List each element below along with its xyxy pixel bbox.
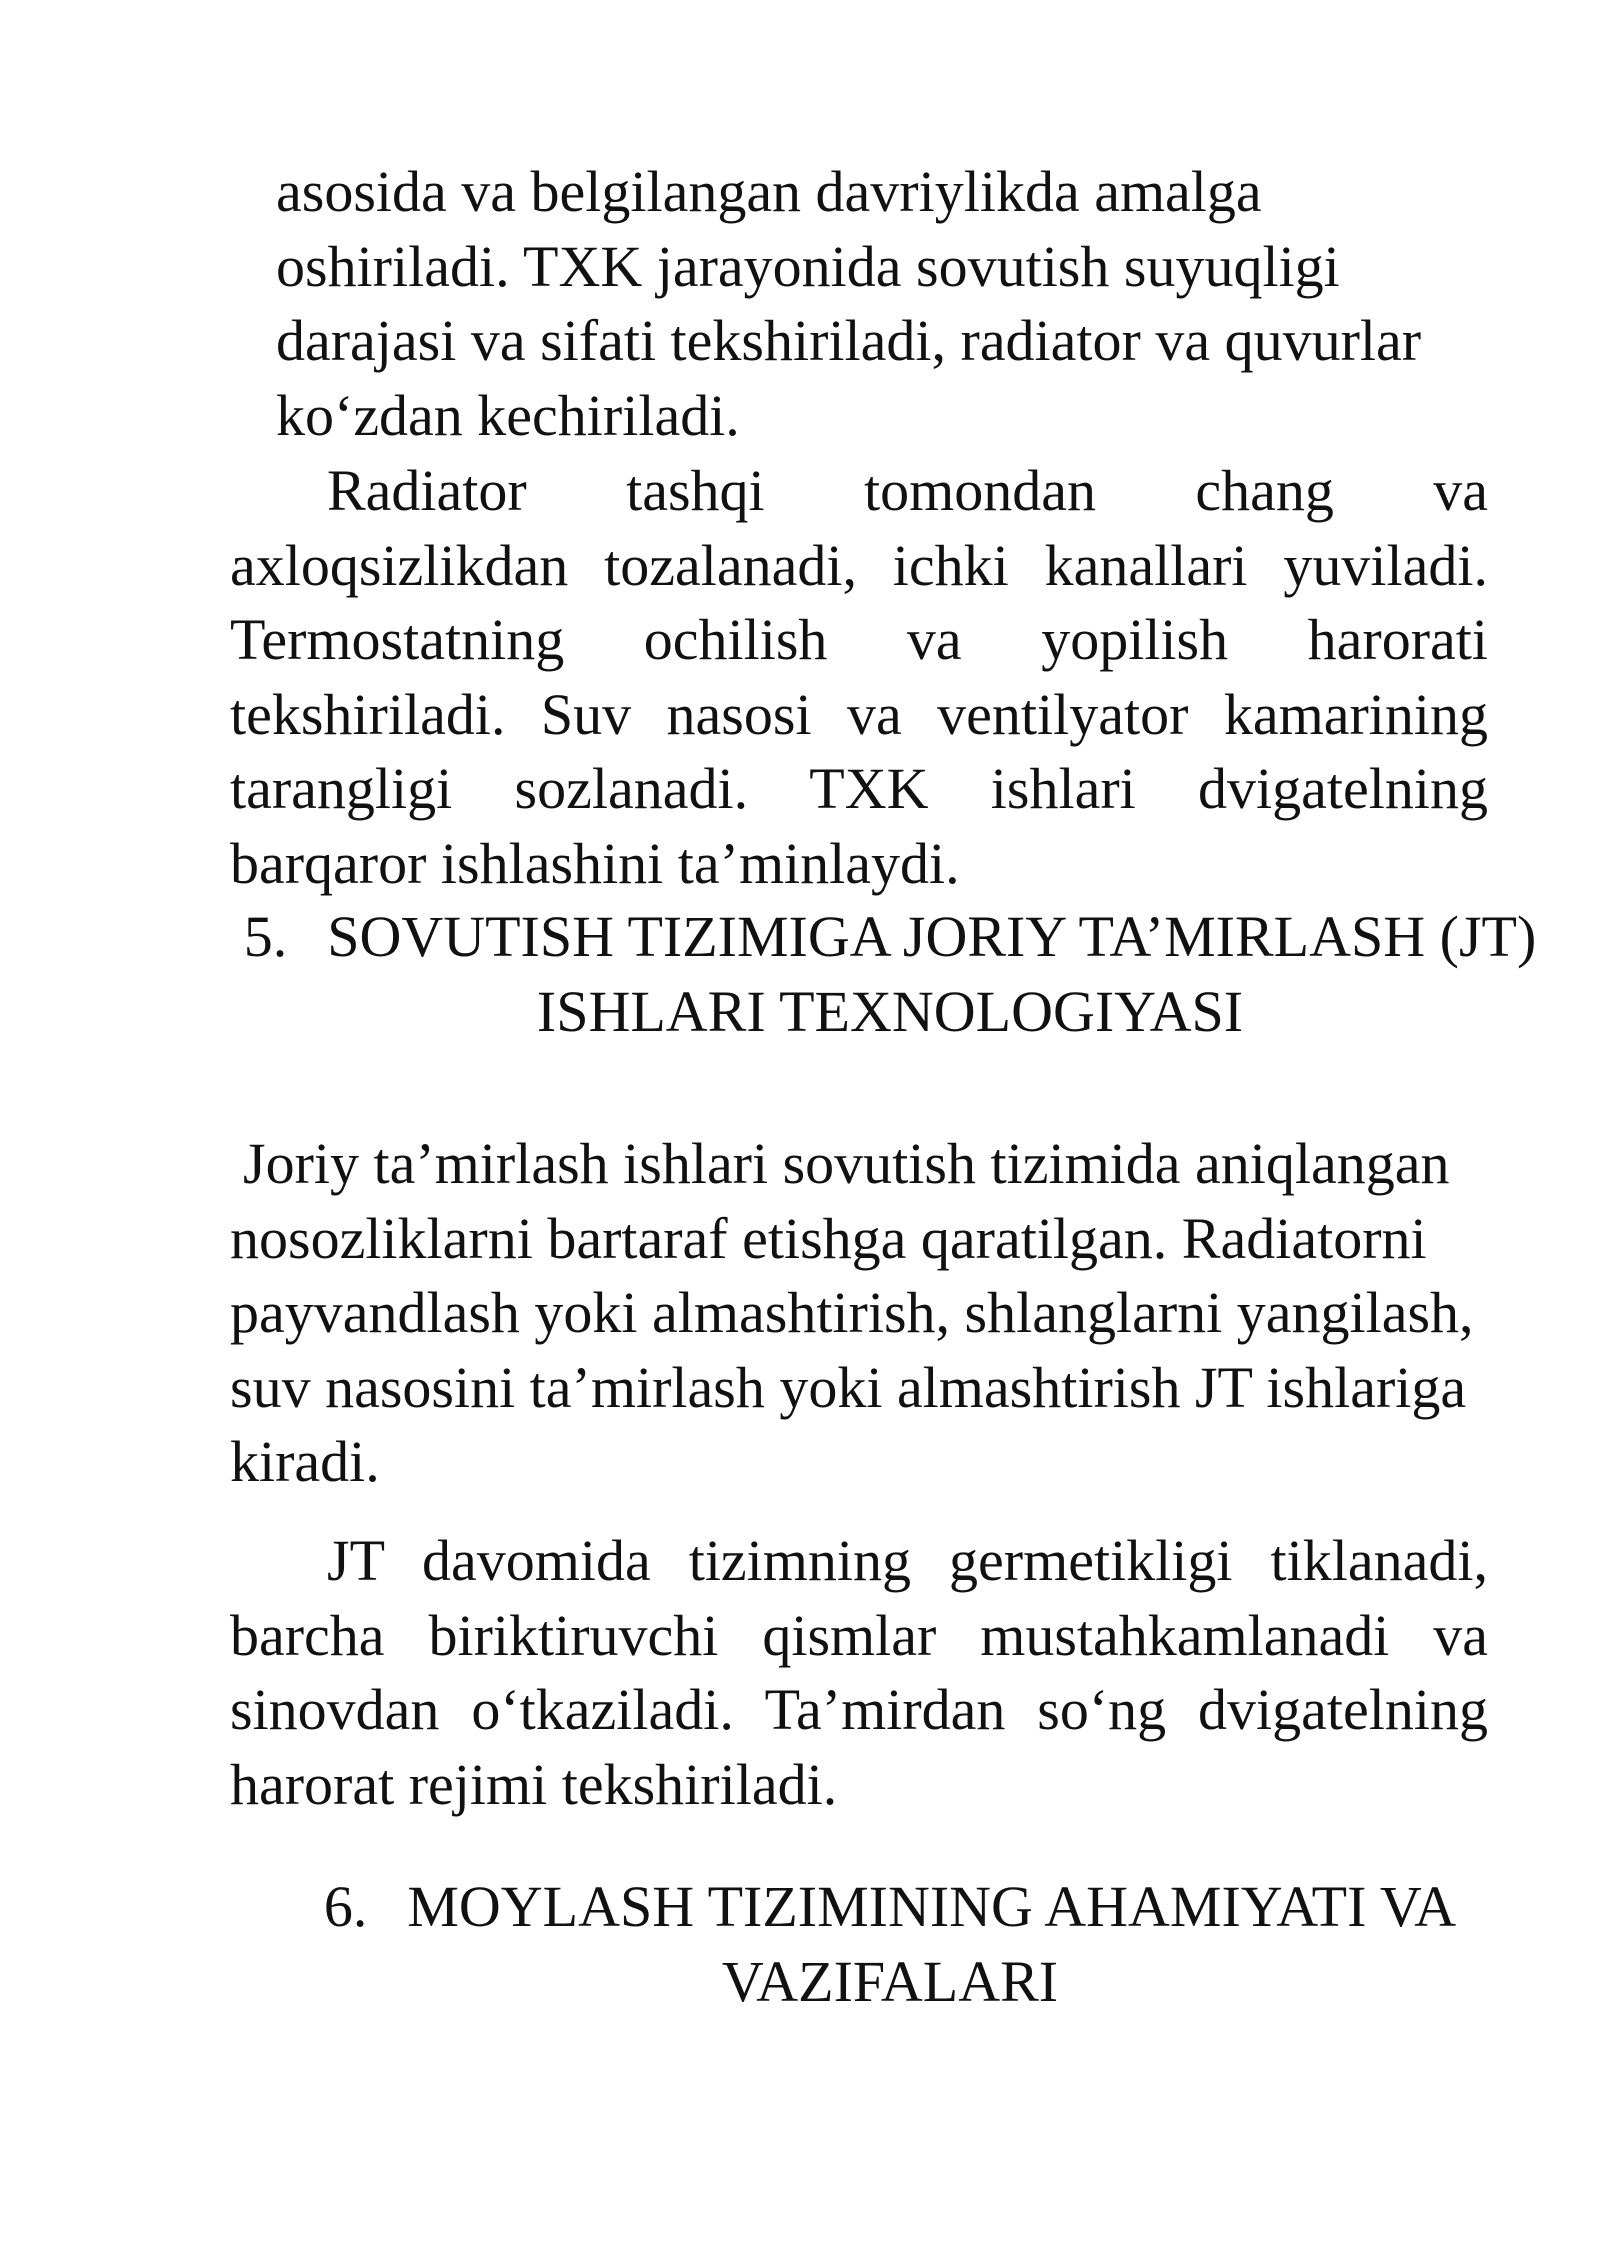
section-6-heading [230,1870,1550,2019]
section-6-title: MOYLASH TIZIMINING AHAMIYATI VA VAZIFALARI [407,1874,1457,2014]
paragraph-current-repair: Joriy ta’mirlash ishlari sovutish tizimida aniqlangan nosozliklarni bartaraf etishga qaratilgan. Radiatorni payvandlash yoki almashtirish, shlanglarni yangilash, suv nasosini ta’mirlash yoki almashtirish JT ishlariga kiradi. [230,1131,1474,1494]
paragraph-jt-sealing: JT davomida tizimning germetikligi tiklanadi, barcha biriktiruvchi qismlar mustahkamlanadi va sinovdan o‘tkaziladi. Ta’mirdan so‘ng dvigatelning harorat rejimi tekshiriladi. [230,1528,1488,1817]
section-6-number: 6. [323,1874,368,1939]
section-5-number: 5. [243,904,288,969]
section-5-title: SOVUTISH TIZIMIGA JORIY TA’MIRLASH (JT) ISHLARI TEXNOLOGIYASI [327,904,1537,1044]
paragraph-radiator-cleaning: Radiator tashqi tomondan chang va axloqsizlikdan tozalanadi, ichki kanallari yuviladi. Termostatning ochilish va yopilish harorati tekshiriladi. Suv nasosi va ventilyator kamarining tarangligi sozlanadi. TXK ishlari dvigatelning barqaror ishlashini ta’minlaydi. [230,458,1488,896]
continuation-paragraph: asosida va belgilangan davriylikda amalga oshiriladi. TXK jarayonida sovutish suyuqligi darajasi va sifati tekshiriladi, radiator va quvurlar ko‘zdan kechiriladi. [276,159,1422,448]
section-5-heading [230,900,1550,1049]
